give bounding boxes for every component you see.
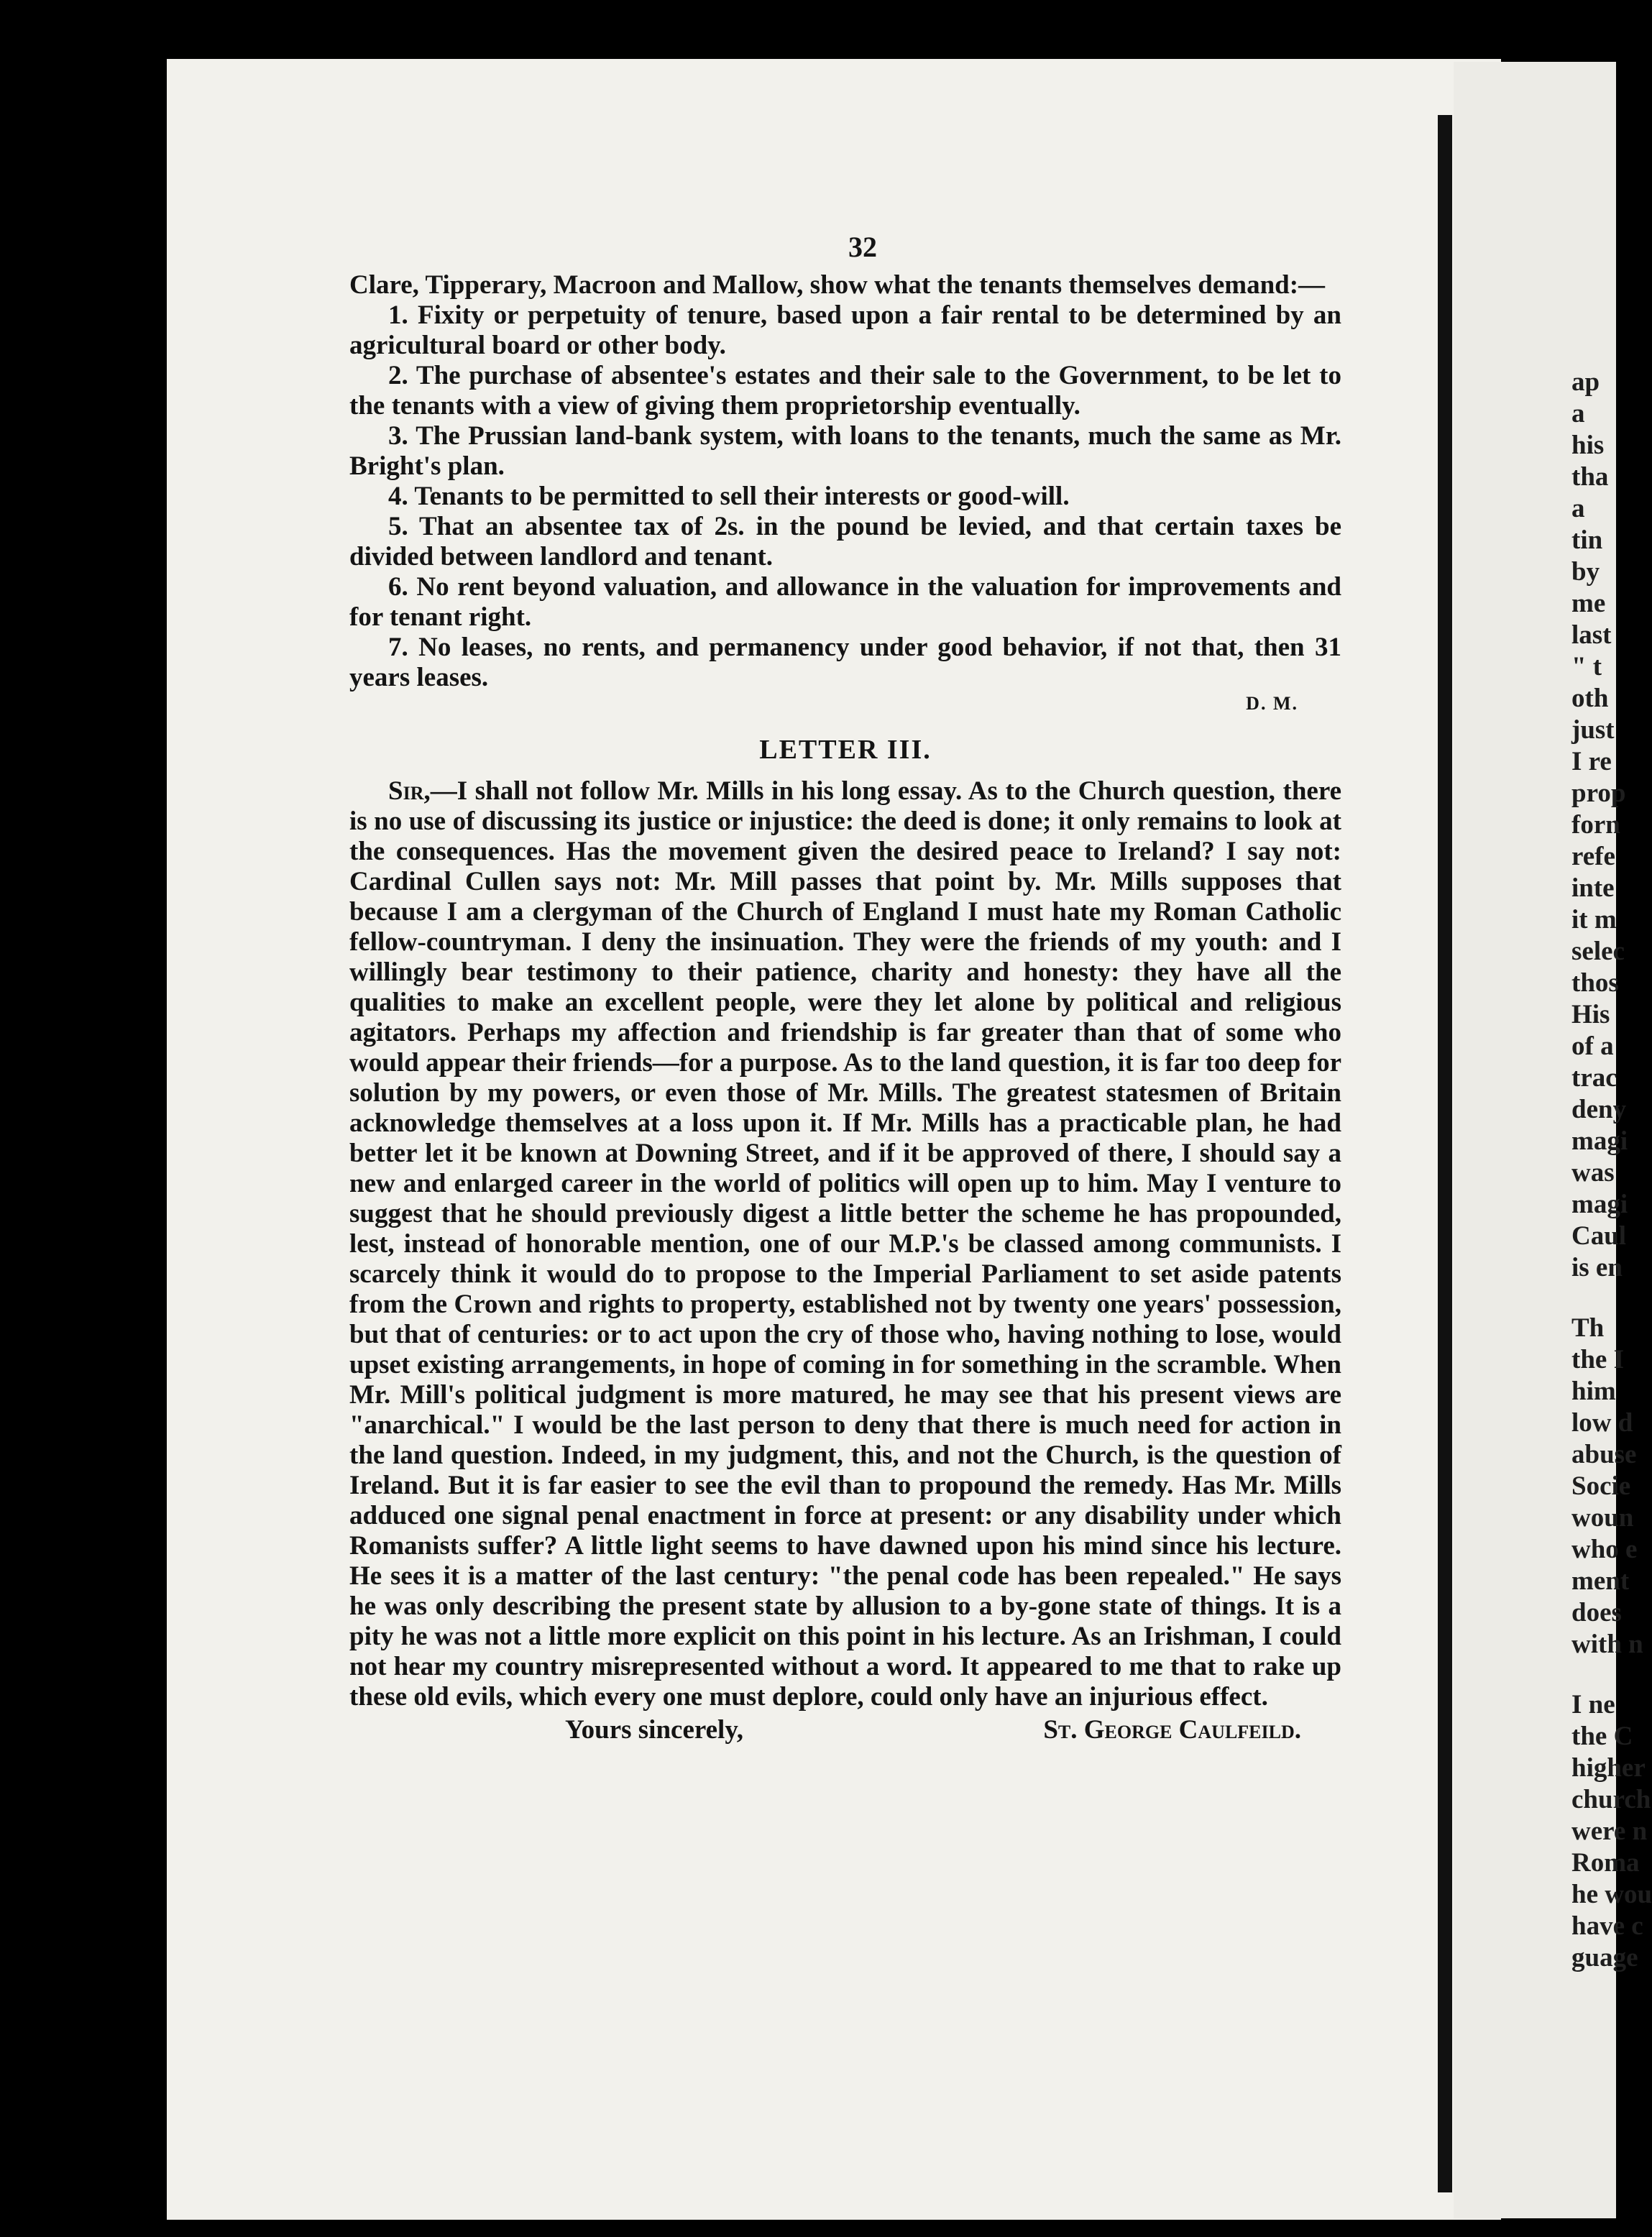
facing-page-fragment: selec: [1571, 937, 1625, 966]
facing-page-fragment: is en: [1571, 1253, 1623, 1282]
facing-page-fragment: forn: [1571, 810, 1620, 840]
facing-page-fragment: magi: [1571, 1126, 1628, 1156]
facing-page-fragment: he wou: [1571, 1880, 1652, 1909]
demand-item-2: 2. The purchase of absentee's estates and their sale to the Government, to be let to the tenants with a view of giving them proprietorship eventually.: [349, 361, 1341, 421]
facing-page-fragment: thos: [1571, 968, 1619, 998]
facing-page-fragment: have c: [1571, 1911, 1643, 1941]
facing-page-fragment: Th: [1571, 1313, 1605, 1343]
facing-page-fragment: tin: [1571, 525, 1603, 555]
facing-page-fragment: were n: [1571, 1816, 1648, 1846]
facing-page-fragment: does: [1571, 1598, 1622, 1627]
facing-page-fragment: magi: [1571, 1190, 1628, 1219]
demand-item-7: 7. No leases, no rents, and permanency under good behavior, if not that, then 31 years leases.: [349, 633, 1341, 692]
initials: D. M.: [1246, 693, 1298, 714]
facing-page-fragment: it m: [1571, 905, 1617, 934]
page-content: [349, 270, 1341, 1745]
facing-page-fragment: who e: [1571, 1535, 1638, 1564]
facing-page-fragment: prop: [1571, 778, 1626, 808]
facing-page-fragment: guage: [1571, 1943, 1638, 1972]
demand-item-1: 1. Fixity or perpetuity of tenure, based upon a fair rental to be determined by an agricultural board or other body.: [349, 300, 1341, 360]
signature: St. George Caulfeild.: [1043, 1715, 1301, 1745]
facing-page-fragment: Caul: [1571, 1221, 1627, 1251]
facing-page-fragment: inte: [1571, 873, 1615, 903]
facing-page-fragment: ment: [1571, 1566, 1630, 1596]
facing-page-fragment: the C: [1571, 1722, 1633, 1751]
letter-body-text: —I shall not follow Mr. Mills in his long essay. As to the Church question, there is no use of discussing its justice or injustice: the deed is done; it only remains to look at the consequences. Has the movement given the desired peace to Ireland? I say not: Cardinal Cullen says not: Mr. Mill passes that point by. Mr. Mills supposes that because I am a clergyman of the Church of England I must hate my Roman Catholic fellow-countryman. I deny the insinuation. They were the friends of my youth: and I willingly bear testimony to their patience, charity and honesty: they have all the qualities to make an excellent people, were they let alone by political and religious agitators. Perhaps my affection and friendship is far greater than that of some who would appear their friends—for a purpose. As to the land question, it is far too deep for solution by my powers, or even those of Mr. Mills. The greatest statesmen of Britain acknowledge themselves at a loss upon it. If Mr. Mills has a practicable plan, he had better let it be known at Downing Street, and if it be approved of there, I should say a new and enlarged career in the world of politics will open up to him. May I venture to suggest that he should previously digest a little better the scheme he has propounded, lest, instead of honorable mention, one of our M.P.'s be classed among communists. I scarcely think it would do to propose to the Imperial Parliament to set aside patents from the Crown and rights to property, established not by twenty one years' possession, but that of centuries: or to act upon the cry of those who, having nothing to lose, would upset existing arrangements, in hope of coming in for something in the scramble. When Mr. Mill's political judgment is more matured, he may see that his present views are "anarchical." I would be the last person to deny that there is much need for action in the land question. Indeed, in my judgment, this, and not the Church, is the question of Ireland. But it is far easier to see the evil than to propound the remedy. Has Mr. Mills adduced one signal penal enactment in force at present: or any disability under which Romanists suffer? A little light seems to have dawned upon his mind since his lecture. He sees it is a matter of the last century: "the penal code has been repealed." He says he was only describing the present state by allusion to a by-gone state of things. It is a pity he was not a little more explicit on this point in his lecture. As an Irishman, I could not hear my country misrepresented without a word. It appeared to me that to rake up these old evils, which every one must deplore, could only have an injurious effect.: [349, 776, 1341, 1712]
facing-page-fragment: ap: [1571, 367, 1600, 397]
facing-page-fragment: church: [1571, 1785, 1651, 1814]
facing-page-fragment: I re: [1571, 747, 1612, 776]
facing-page-fragment: deny: [1571, 1095, 1627, 1124]
salutation: Sir,: [388, 776, 431, 806]
facing-page-fragment: last: [1571, 620, 1612, 650]
valediction: Yours sincerely,: [565, 1715, 744, 1745]
facing-page-fragment: with n: [1571, 1630, 1643, 1659]
facing-page-fragment: of a: [1571, 1032, 1614, 1061]
demand-item-3: 3. The Prussian land-bank system, with loans to the tenants, much the same as Mr. Bright's plan.: [349, 421, 1341, 481]
facing-page-fragment: low d: [1571, 1408, 1633, 1438]
facing-page-fragment: " t: [1571, 652, 1602, 681]
facing-page-fragment: Socie: [1571, 1471, 1631, 1501]
facing-page-fragment: abuse: [1571, 1440, 1637, 1469]
page-number: 32: [848, 231, 877, 263]
facing-page-fragment: tha: [1571, 462, 1609, 492]
facing-page-fragment: the I: [1571, 1345, 1624, 1374]
facing-page-fragment: I ne: [1571, 1690, 1615, 1719]
demand-item-6: 6. No rent beyond valuation, and allowance in the valuation for improvements and for tenant right.: [349, 572, 1341, 632]
facing-page-fragment: just: [1571, 715, 1615, 745]
facing-page-fragment: was: [1571, 1158, 1615, 1188]
facing-page-fragment: by: [1571, 557, 1600, 587]
demand-item-5: 5. That an absentee tax of 2s. in the pound be levied, and that certain taxes be divided between landlord and tenant.: [349, 512, 1341, 571]
facing-page-text-fragments: [1571, 0, 1652, 2237]
letter-body: [349, 776, 1341, 1712]
facing-page-fragment: refe: [1571, 842, 1615, 871]
facing-page-fragment: me: [1571, 589, 1606, 618]
facing-page-fragment: His: [1571, 1000, 1610, 1029]
facing-page-fragment: Roma: [1571, 1848, 1640, 1878]
demand-item-4: 4. Tenants to be permitted to sell their interests or good-will.: [388, 482, 1070, 511]
facing-page-fragment: his: [1571, 431, 1605, 460]
facing-page-fragment: a: [1571, 399, 1585, 428]
facing-page-fragment: oth: [1571, 684, 1609, 713]
book-gutter: [1438, 115, 1452, 2192]
intro-line: Clare, Tipperary, Macroon and Mallow, show what the tenants themselves demand:—: [349, 270, 1326, 300]
letter-closing: [349, 1715, 1341, 1745]
letter-heading: LETTER III.: [759, 735, 932, 765]
facing-page-fragment: trac: [1571, 1063, 1617, 1093]
facing-page-fragment: a: [1571, 494, 1585, 523]
facing-page-fragment: higher: [1571, 1753, 1646, 1783]
facing-page-fragment: him: [1571, 1377, 1616, 1406]
facing-page-fragment: woun: [1571, 1503, 1634, 1533]
